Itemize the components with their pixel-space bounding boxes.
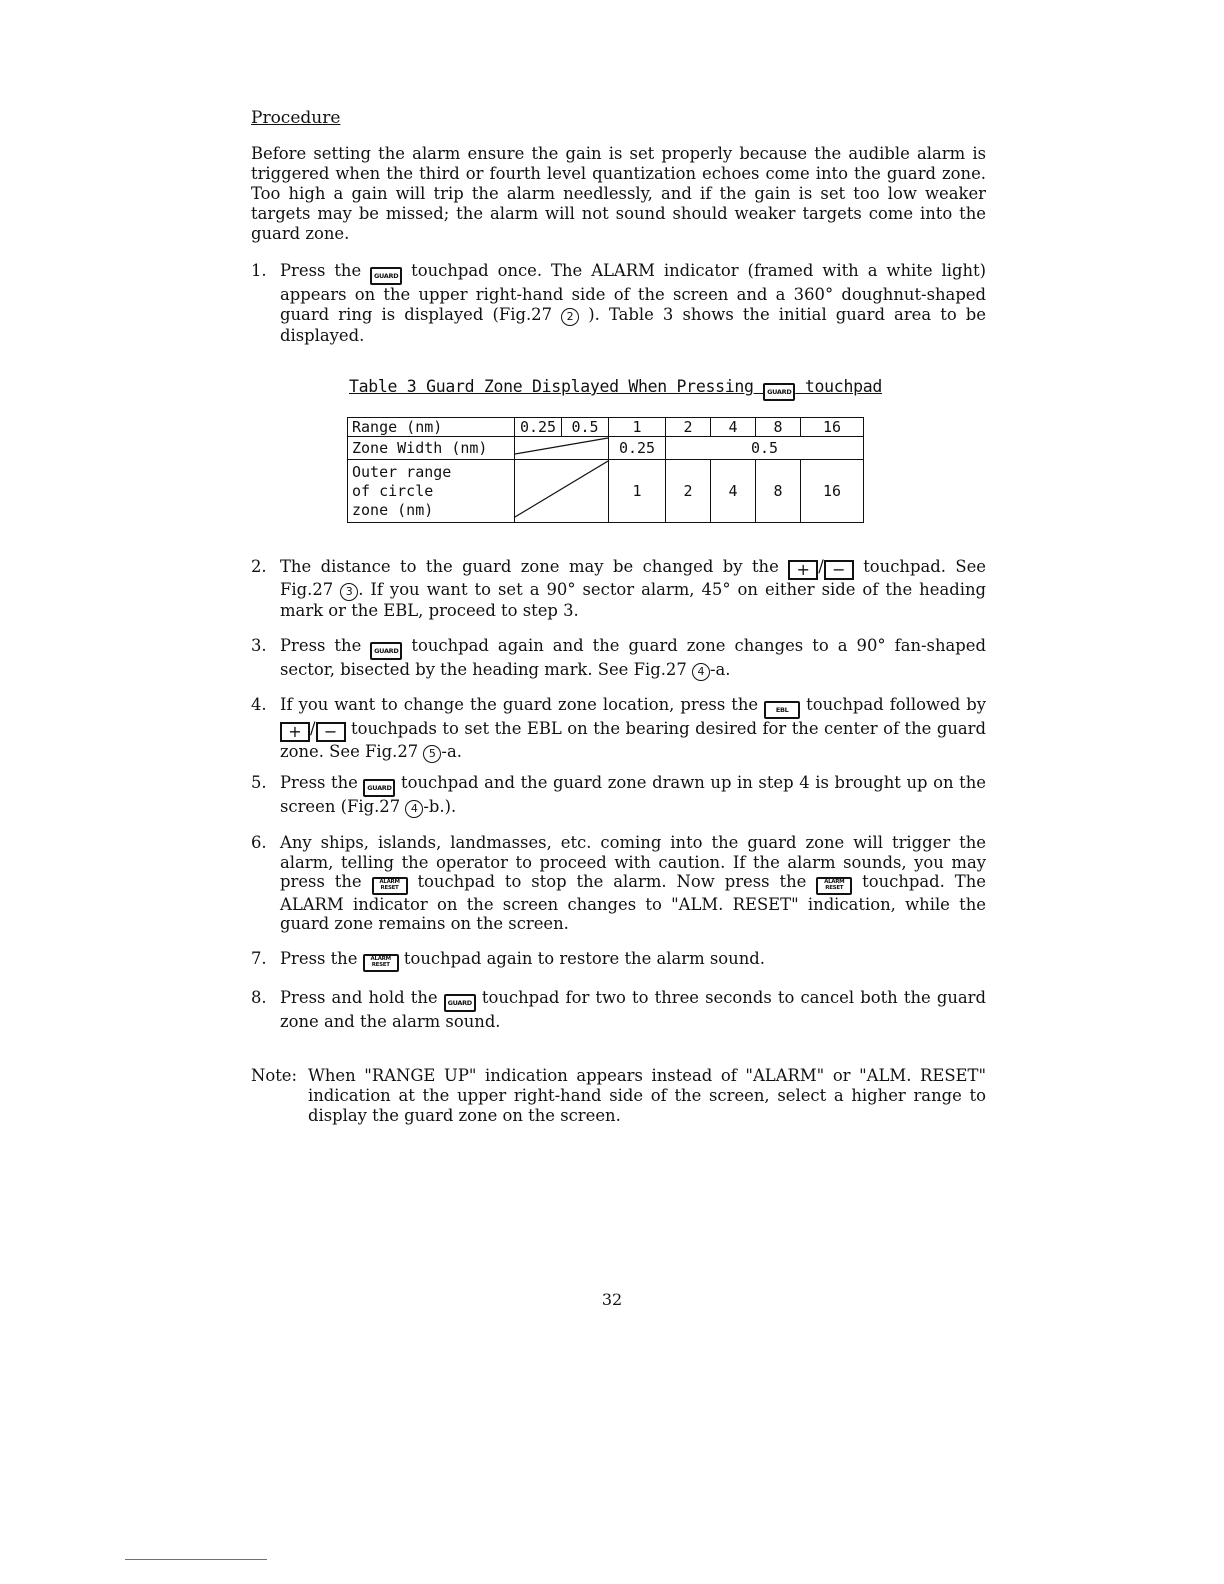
table-cell: 8	[756, 460, 801, 523]
table-label-line: of circle	[352, 481, 434, 500]
step-text: touchpad again and the guard zone changes to a 90° fan-shaped sector, bisected by the heading mark. See Fig.27	[280, 636, 986, 679]
footnote-rule	[125, 1559, 267, 1560]
step-text: If you want to change the guard zone location, press the	[280, 695, 759, 714]
table-row	[348, 418, 864, 437]
table-cell-empty	[515, 460, 609, 523]
minus-touchpad-icon: −	[316, 722, 346, 742]
note-text: When "RANGE UP" indication appears instead of "ALARM" or "ALM. RESET" indication at the upper right-hand side of the screen, select a higher range to display the guard zone on the screen.	[308, 1066, 986, 1125]
table-row	[348, 437, 864, 460]
table-cell: 4	[711, 460, 756, 523]
step-text: Any ships, islands, landmasses, etc. coming into the guard zone will trigger the alarm, telling the operator to proceed with caution. If the alarm sounds, you may press the	[280, 833, 986, 892]
step-3	[251, 636, 986, 681]
alarm-reset-touchpad-icon	[363, 954, 399, 972]
table-label-line: zone (nm)	[352, 500, 434, 519]
step-6	[251, 833, 986, 934]
note	[251, 1066, 986, 1126]
step-text: -a.	[709, 660, 731, 679]
step-text: ). Table 3 shows the initial guard area to be displayed.	[280, 304, 986, 345]
step-text: touchpads to set the EBL on the bearing desired for the center of the guard zone. See Fig.27	[280, 719, 986, 761]
step-7	[251, 949, 986, 972]
step-number: 6.	[251, 833, 267, 852]
alarm-reset-touchpad-icon	[816, 877, 852, 895]
step-number: 4.	[251, 695, 267, 714]
table-cell: 0.5	[562, 418, 609, 437]
step-text: touchpad once. The ALARM indicator (framed with a white light) appears on the upper right-hand side of the screen and a 360° doughnut-shaped guard ring is displayed (Fig.27	[280, 261, 986, 324]
step-8	[251, 988, 986, 1032]
table-header-cell: Range (nm)	[348, 418, 515, 437]
pad-label: ALARM	[379, 878, 400, 885]
pad-label: RESET	[380, 885, 399, 892]
plus-touchpad-icon: +	[280, 722, 310, 742]
figure-ref-circle: 4	[692, 663, 710, 681]
step-text: touchpad. The ALARM indicator on the screen changes to "ALM. RESET" indication, while the guard zone remains on the screen.	[280, 872, 986, 934]
table-cell: 1	[609, 418, 666, 437]
diagonal-line	[515, 437, 608, 455]
table-cell-empty	[515, 437, 609, 460]
step-number: 1.	[251, 261, 267, 280]
table-cell: 0.25	[515, 418, 562, 437]
step-text: touchpad to stop the alarm. Now press the	[417, 872, 807, 892]
step-text: Press and hold the	[280, 988, 438, 1007]
step-text: . If you want to set a 90° sector alarm, 45° on either side of the heading mark or the EBL, proceed to step 3.	[280, 580, 986, 620]
figure-ref-circle: 3	[340, 583, 358, 601]
guard-touchpad-icon: GUARD	[370, 267, 402, 285]
guard-zone-table	[347, 417, 864, 523]
intro-paragraph: Before setting the alarm ensure the gain is set properly because the audible alarm is triggered when the third or fourth level quantization echoes come into the guard zone. Too high a gain will trip the alarm needlessly, and if the gain is set too low weaker targets may be missed; the alarm will not sound should weaker targets come into the guard zone.	[251, 144, 986, 243]
step-1	[251, 261, 986, 345]
section-heading: Procedure	[251, 108, 341, 128]
step-text: The distance to the guard zone may be changed by the	[280, 557, 779, 576]
step-text: Press the	[280, 261, 362, 280]
ebl-touchpad-icon: EBL	[764, 701, 800, 719]
note-label: Note:	[251, 1066, 298, 1085]
step-text: touchpad followed by	[806, 695, 986, 714]
guard-touchpad-icon: GUARD	[763, 383, 795, 401]
step-4	[251, 695, 986, 763]
page-number: 32	[601, 1290, 623, 1309]
step-text: -b.).	[423, 797, 457, 816]
table-cell: 4	[711, 418, 756, 437]
step-number: 7.	[251, 949, 267, 968]
step-number: 3.	[251, 636, 267, 655]
step-number: 8.	[251, 988, 267, 1007]
figure-ref-circle: 2	[561, 308, 579, 326]
diagonal-line	[515, 460, 608, 518]
step-text: Press the	[280, 949, 358, 968]
table-label-line: Outer range	[352, 462, 452, 481]
slash: /	[310, 719, 316, 738]
table-cell: 1	[609, 460, 666, 523]
table-cell: 16	[801, 460, 864, 523]
step-text: -a.	[441, 742, 462, 761]
figure-ref-circle: 5	[423, 745, 441, 763]
step-text: touchpad and the guard zone drawn up in step 4 is brought up on the screen (Fig.27	[280, 773, 986, 816]
guard-touchpad-icon: GUARD	[370, 642, 402, 660]
slash: /	[818, 557, 824, 576]
table-cell: 0.5	[666, 437, 864, 460]
step-text: touchpad for two to three seconds to cancel both the guard zone and the alarm sound.	[280, 988, 986, 1031]
step-text: touchpad again to restore the alarm sound.	[403, 949, 765, 968]
step-text: Press the	[280, 636, 362, 655]
guard-touchpad-icon: GUARD	[444, 994, 476, 1012]
table-header-cell: Zone Width (nm)	[348, 437, 515, 460]
table-caption-text: Table 3 Guard Zone Displayed When Pressing	[349, 377, 754, 396]
table-cell: 0.25	[609, 437, 666, 460]
guard-touchpad-icon: GUARD	[363, 779, 395, 797]
table-caption-text: touchpad	[804, 377, 882, 396]
step-text: touchpad. See Fig.27	[280, 557, 986, 599]
pad-label: RESET	[371, 962, 390, 968]
table-row	[348, 460, 864, 523]
table-header-cell	[348, 460, 515, 523]
pad-label: RESET	[825, 885, 844, 892]
table-cell: 2	[666, 418, 711, 437]
pad-label: ALARM	[370, 955, 391, 962]
pad-label: ALARM	[824, 878, 845, 885]
table-cell: 8	[756, 418, 801, 437]
step-5	[251, 773, 986, 818]
figure-ref-circle: 4	[405, 800, 423, 818]
table-cell: 16	[801, 418, 864, 437]
minus-touchpad-icon: −	[824, 560, 854, 580]
step-text: Press the	[280, 773, 358, 792]
step-number: 5.	[251, 773, 267, 792]
plus-touchpad-icon: +	[788, 560, 818, 580]
table-cell: 2	[666, 460, 711, 523]
step-2	[251, 557, 986, 621]
step-number: 2.	[251, 557, 267, 576]
alarm-reset-touchpad-icon	[372, 877, 408, 895]
table-caption	[349, 377, 882, 401]
